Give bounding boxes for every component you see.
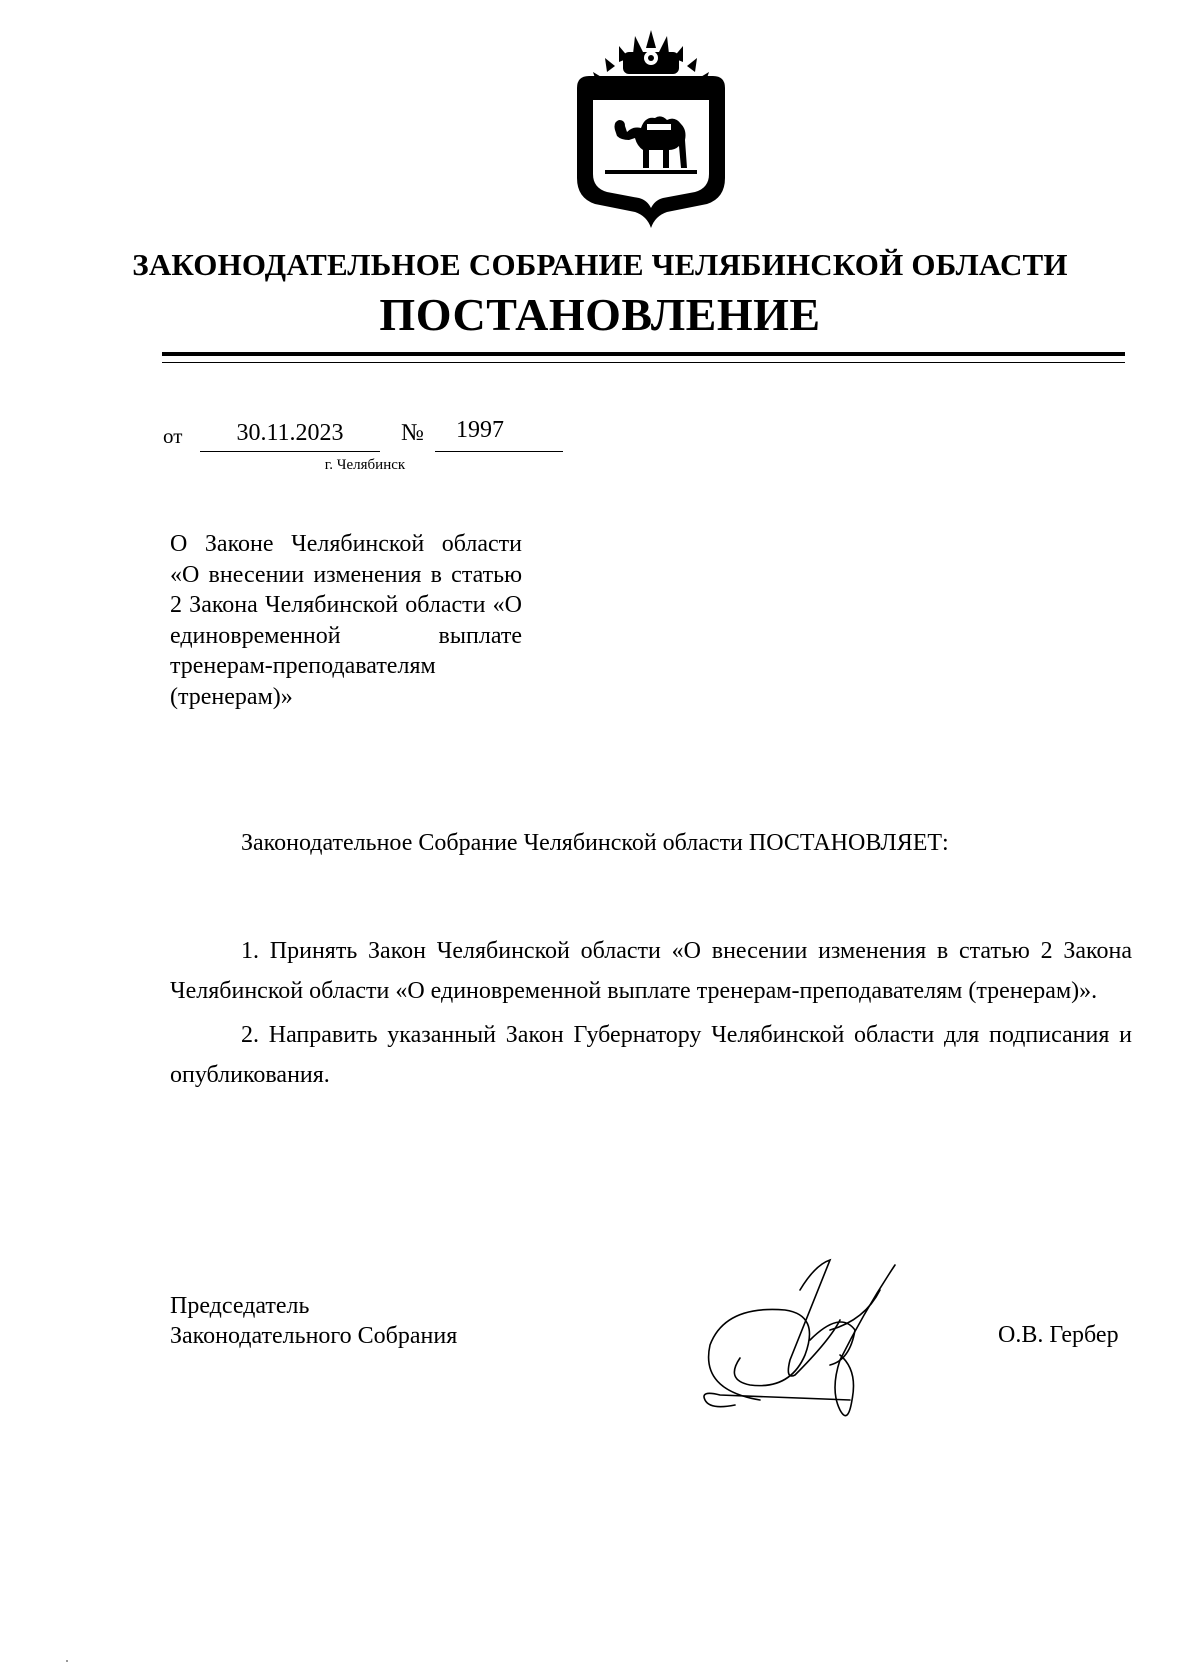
signer-name: О.В. Гербер	[998, 1322, 1119, 1348]
preamble: Законодательное Собрание Челябинской области ПОСТАНОВЛЯЕТ:	[241, 830, 949, 856]
number-sign: №	[401, 420, 424, 446]
document-date: 30.11.2023	[236, 420, 344, 446]
document-number: 1997	[456, 417, 504, 443]
date-underline	[200, 451, 380, 452]
city-name: г. Челябинск	[324, 457, 406, 473]
scan-speck	[66, 1660, 68, 1662]
document-body	[170, 931, 1132, 1095]
from-label: от	[163, 424, 183, 448]
header-rule-thin	[162, 362, 1125, 363]
header-rule-thick	[162, 352, 1125, 356]
handwritten-signature	[690, 1250, 960, 1420]
signer-position-line-1: Председатель	[170, 1293, 310, 1319]
document-title: О Законе Челябинской области «О внесении изменения в статью 2 Закона Челябинской области «О единовременной выплате тренерам-преподавателям (тренерам)»	[170, 531, 522, 710]
coat-of-arms-icon	[557, 28, 745, 234]
document-type: ПОСТАНОВЛЕНИЕ	[379, 289, 821, 340]
signer-position-line-2: Законодательного Собрания	[170, 1323, 458, 1349]
paragraph-2: 2. Направить указанный Закон Губернатору Челябинской области для подписания и опубликования.	[170, 1022, 1132, 1088]
paragraph-1: 1. Принять Закон Челябинской области «О внесении изменения в статью 2 Закона Челябинской области «О единовременной выплате тренерам-преподавателям (тренерам)».	[170, 938, 1132, 1004]
number-underline	[435, 451, 563, 452]
signer-position	[170, 1291, 457, 1351]
organization-name: ЗАКОНОДАТЕЛЬНОЕ СОБРАНИЕ ЧЕЛЯБИНСКОЙ ОБЛАСТИ	[132, 247, 1068, 282]
